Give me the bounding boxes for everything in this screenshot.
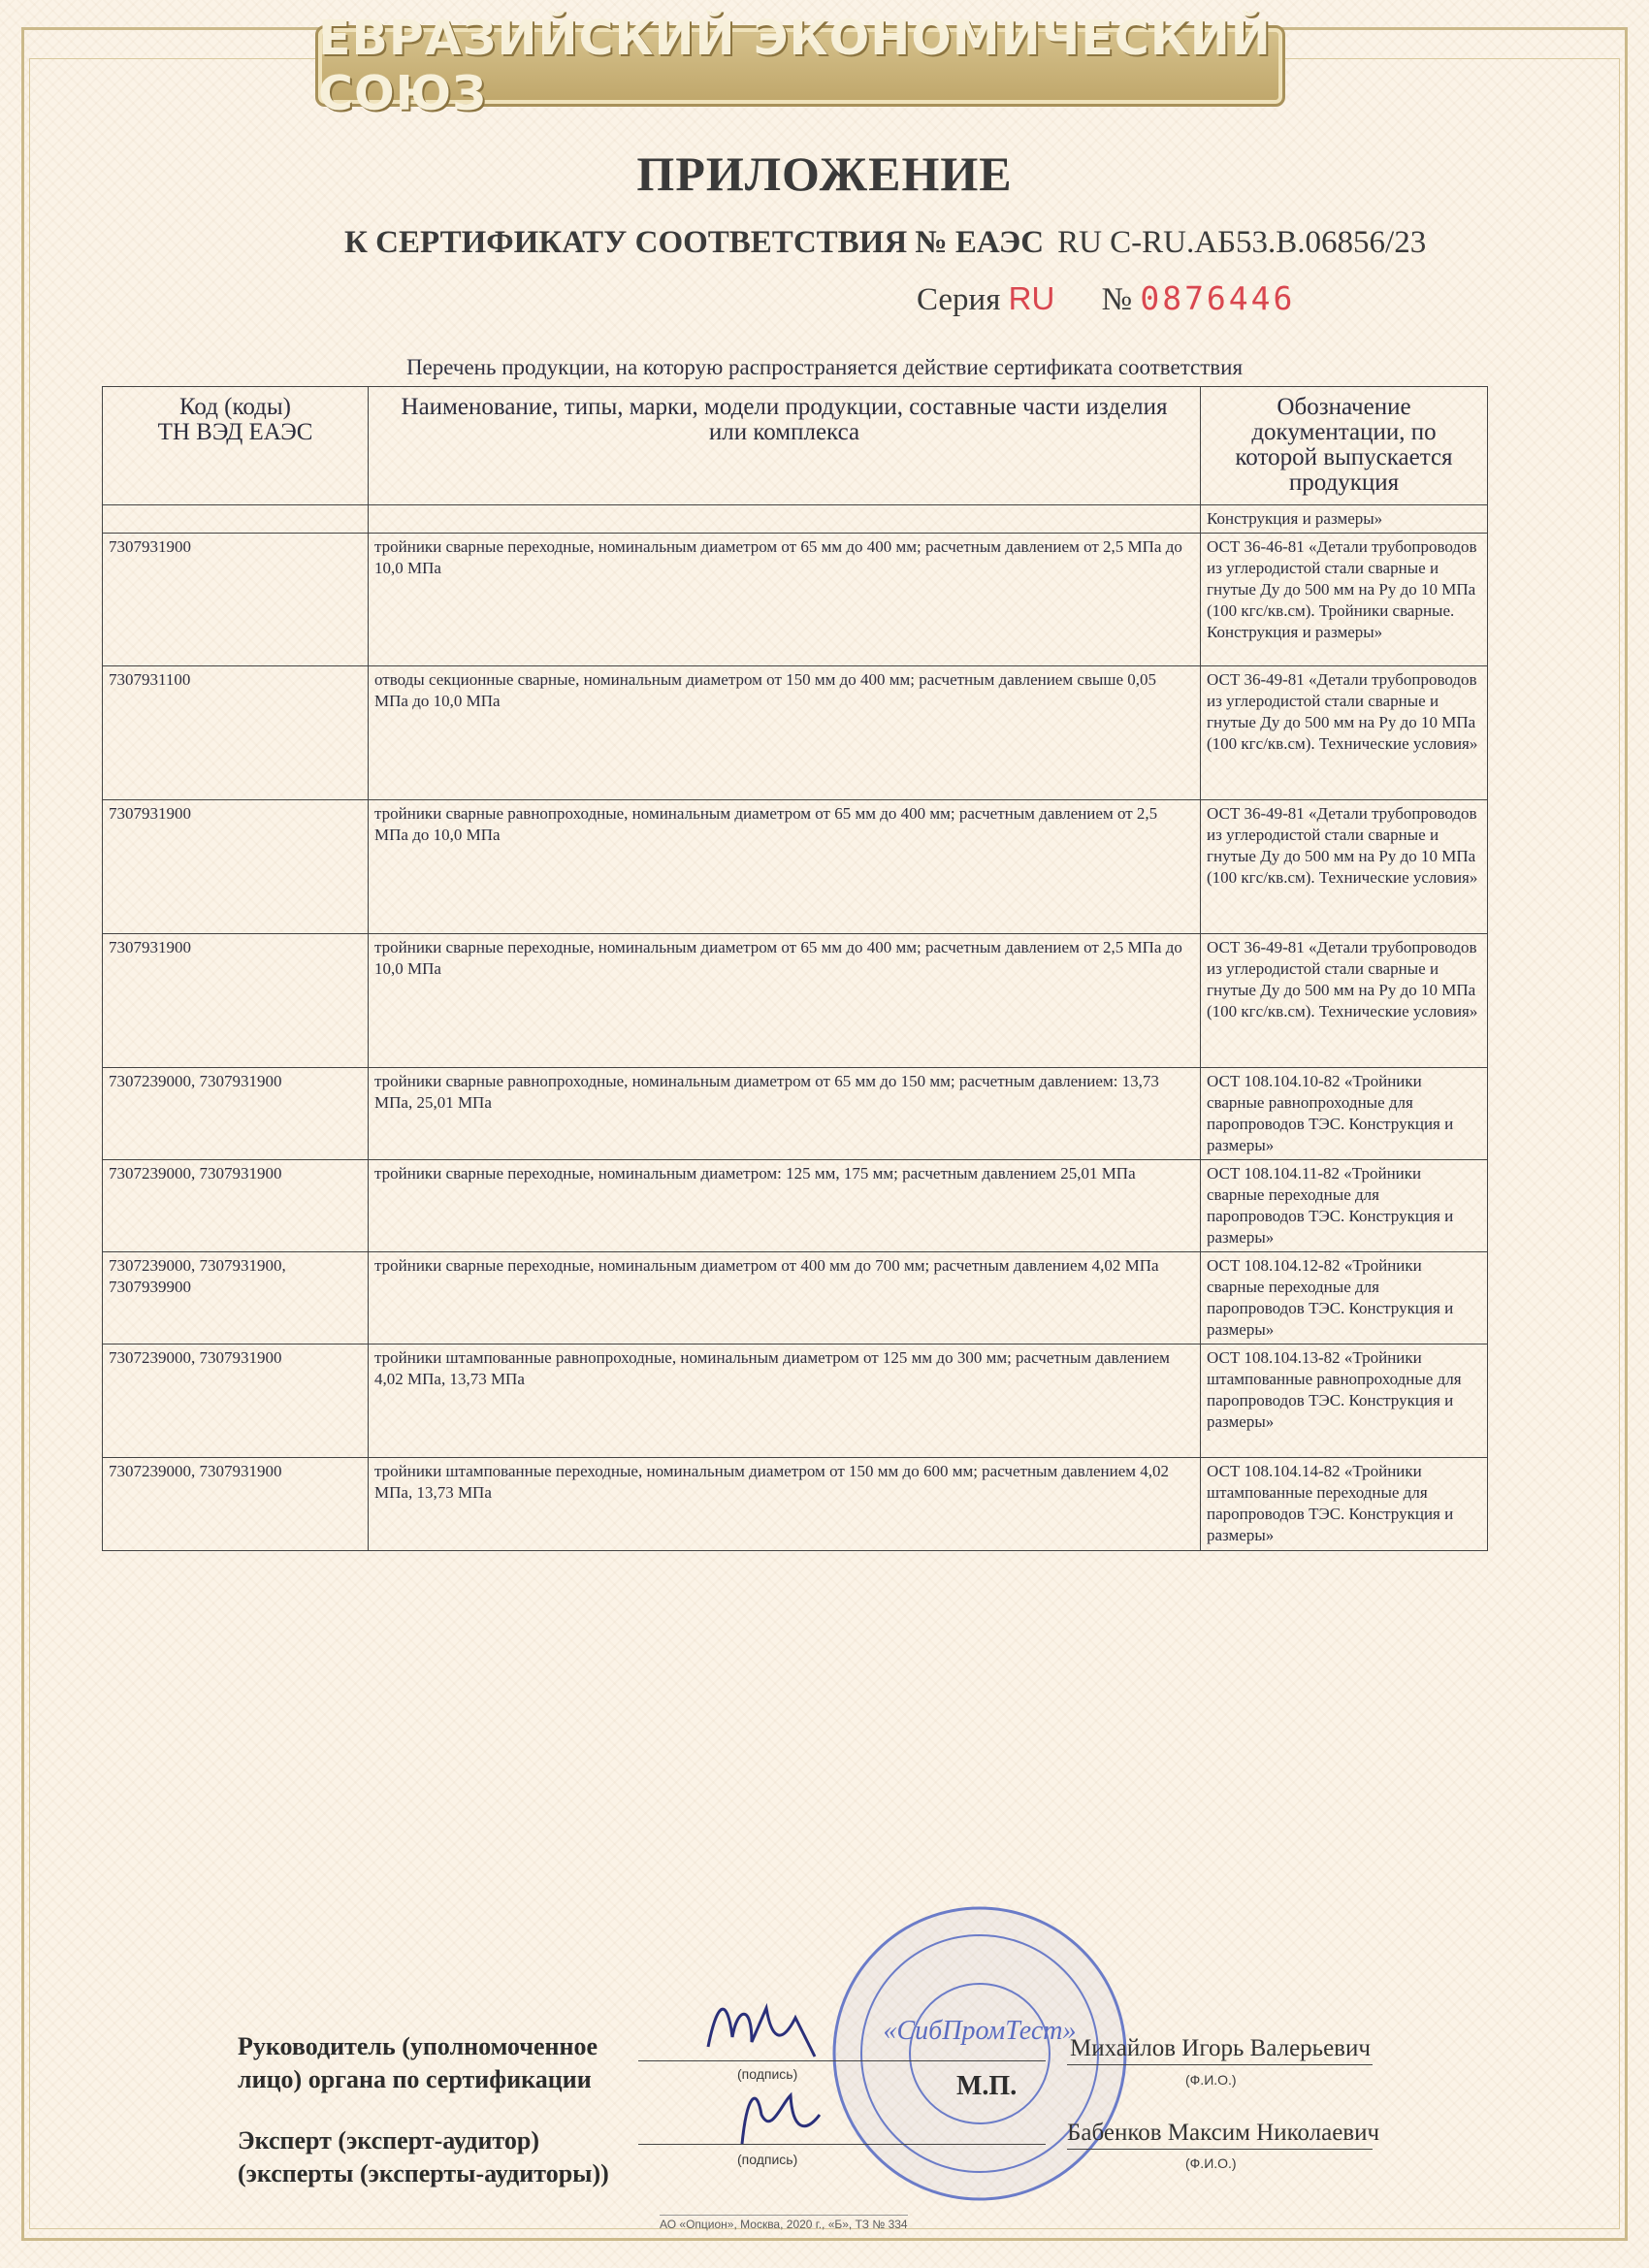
cell-code: 7307239000, 7307931900 [103, 1345, 369, 1458]
head-fio-caption: (Ф.И.О.) [1185, 2072, 1237, 2088]
cell-name: отводы секционные сварные, номинальным диаметром от 150 мм до 400 мм; расчетным давлением свыше 0,05 МПа до 10,0 МПа [369, 666, 1201, 800]
cell-code: 7307931900 [103, 800, 369, 934]
cell-doc: ОСТ 36-49-81 «Детали трубопроводов из углеродистой стали сварные и гнутые Ду до 500 мм на Ру до 10 МПа (100 кгс/кв.см). Технические условия» [1201, 666, 1488, 800]
table-row [103, 1252, 1488, 1345]
table-row [103, 1160, 1488, 1252]
cell-doc: ОСТ 108.104.12-82 «Тройники сварные переходные для паропроводов ТЭС. Конструкция и размеры» [1201, 1252, 1488, 1345]
certificate-line [344, 225, 1460, 261]
cell-name: тройники сварные равнопроходные, номинальным диаметром от 65 мм до 150 мм; расчетным давлением: 13,73 МПа, 25,01 МПа [369, 1068, 1201, 1160]
cell-name: тройники сварные переходные, номинальным диаметром: 125 мм, 175 мм; расчетным давлением 25,01 МПа [369, 1160, 1201, 1252]
blank-number: 0876446 [1140, 279, 1296, 317]
cell-doc: ОСТ 108.104.14-82 «Тройники штампованные переходные для паропроводов ТЭС. Конструкция и размеры» [1201, 1458, 1488, 1551]
header-name: Наименование, типы, марки, модели продукции, составные части изделия или комплекса [369, 387, 1201, 505]
series-label: Серия [917, 282, 1001, 317]
cell-name [369, 505, 1201, 534]
header-doc: Обозначение документации, по которой выпускается продукция [1201, 387, 1488, 505]
number-label: № [1101, 282, 1133, 317]
head-signature [698, 1989, 824, 2066]
head-name-line [1067, 2064, 1373, 2065]
cell-code [103, 505, 369, 534]
cell-doc: Конструкция и размеры» [1201, 505, 1488, 534]
table-row [103, 934, 1488, 1068]
table-row [103, 534, 1488, 666]
table-row [103, 800, 1488, 934]
cell-doc: ОСТ 108.104.10-82 «Тройники сварные равнопроходные для паропроводов ТЭС. Конструкция и размеры» [1201, 1068, 1488, 1160]
cell-code: 7307931100 [103, 666, 369, 800]
cell-doc: ОСТ 108.104.11-82 «Тройники сварные переходные для паропроводов ТЭС. Конструкция и размеры» [1201, 1160, 1488, 1252]
cell-code: 7307931900 [103, 934, 369, 1068]
cell-name: тройники сварные переходные, номинальным диаметром от 400 мм до 700 мм; расчетным давлением 4,02 МПа [369, 1252, 1201, 1345]
cell-code: 7307239000, 7307931900 [103, 1458, 369, 1551]
head-name: Михайлов Игорь Валерьевич [1070, 2035, 1371, 2061]
certificate-label: К СЕРТИФИКАТУ СООТВЕТСТВИЯ № ЕАЭС [344, 225, 1045, 260]
header-code: Код (коды) ТН ВЭД ЕАЭС [103, 387, 369, 505]
mp-label: М.П. [956, 2071, 1018, 2101]
expert-name: Бабенков Максим Николаевич [1067, 2120, 1380, 2146]
printer-footer: АО «Опцион», Москва, 2020 г., «Б», ТЗ № 334 [660, 2215, 908, 2231]
expert-signature-caption: (подпись) [737, 2152, 798, 2167]
cell-doc: ОСТ 36-46-81 «Детали трубопроводов из углеродистой стали сварные и гнутые Ду до 500 мм на Ру до 10 МПа (100 кгс/кв.см). Тройники сварные. Конструкция и размеры» [1201, 534, 1488, 666]
head-label-line-1: Руководитель (уполномоченное [238, 2032, 598, 2060]
certificate-number: RU C-RU.АБ53.В.06856/23 [1057, 225, 1427, 260]
table-row [103, 1458, 1488, 1551]
cell-code: 7307931900 [103, 534, 369, 666]
stamp-center-text: «СибПромТест» [883, 2016, 1077, 2046]
list-caption: Перечень продукции, на которую распространяется действие сертификата соответствия [405, 355, 1244, 379]
cell-name: тройники сварные переходные, номинальным диаметром от 65 мм до 400 мм; расчетным давлением от 2,5 МПа до 10,0 МПа [369, 934, 1201, 1068]
table-body [103, 505, 1488, 1551]
cell-doc: ОСТ 36-49-81 «Детали трубопроводов из углеродистой стали сварные и гнутые Ду до 500 мм на Ру до 10 МПа (100 кгс/кв.см). Технические условия» [1201, 934, 1488, 1068]
cell-doc: ОСТ 108.104.13-82 «Тройники штампованные равнопроходные для паропроводов ТЭС. Конструкция и размеры» [1201, 1345, 1488, 1458]
cell-name: тройники сварные переходные, номинальным диаметром от 65 мм до 400 мм; расчетным давлением от 2,5 МПа до 10,0 МПа [369, 534, 1201, 666]
table-row [103, 1345, 1488, 1458]
table-row [103, 1068, 1488, 1160]
cell-code: 7307239000, 7307931900 [103, 1160, 369, 1252]
series-value: RU [1008, 280, 1055, 316]
products-table [102, 386, 1488, 1551]
page-title: ПРИЛОЖЕНИЕ [636, 146, 1013, 201]
expert-signature-line [638, 2144, 1046, 2145]
expert-label [238, 2124, 609, 2190]
cell-name: тройники штампованные равнопроходные, номинальным диаметром от 125 мм до 300 мм; расчетным давлением 4,02 МПа, 13,73 МПа [369, 1345, 1201, 1458]
table-header-row [103, 387, 1488, 505]
head-signature-caption: (подпись) [737, 2066, 798, 2082]
union-banner [315, 11, 1285, 121]
union-banner-text: ЕВРАЗИЙСКИЙ ЭКОНОМИЧЕСКИЙ СОЮЗ [318, 11, 1272, 121]
expert-label-line-1: Эксперт (эксперт-аудитор) [238, 2126, 539, 2155]
table-row-continued [103, 505, 1488, 534]
head-label-line-2: лицо) органа по сертификации [238, 2065, 592, 2093]
expert-name-line [1067, 2149, 1373, 2150]
expert-signature [723, 2076, 829, 2154]
expert-fio-caption: (Ф.И.О.) [1185, 2155, 1237, 2171]
cell-name: тройники сварные равнопроходные, номинальным диаметром от 65 мм до 400 мм; расчетным давлением от 2,5 МПа до 10,0 МПа [369, 800, 1201, 934]
cell-doc: ОСТ 36-49-81 «Детали трубопроводов из углеродистой стали сварные и гнутые Ду до 500 мм на Ру до 10 МПа (100 кгс/кв.см). Технические условия» [1201, 800, 1488, 934]
cell-code: 7307239000, 7307931900 [103, 1068, 369, 1160]
head-label [238, 2030, 598, 2096]
table-row [103, 666, 1488, 800]
expert-label-line-2: (эксперты (эксперты-аудиторы)) [238, 2159, 609, 2187]
cell-code: 7307239000, 7307931900, 7307939900 [103, 1252, 369, 1345]
cell-name: тройники штампованные переходные, номинальным диаметром от 150 мм до 600 мм; расчетным давлением 4,02 МПа, 13,73 МПа [369, 1458, 1201, 1551]
series-line [917, 279, 1402, 318]
